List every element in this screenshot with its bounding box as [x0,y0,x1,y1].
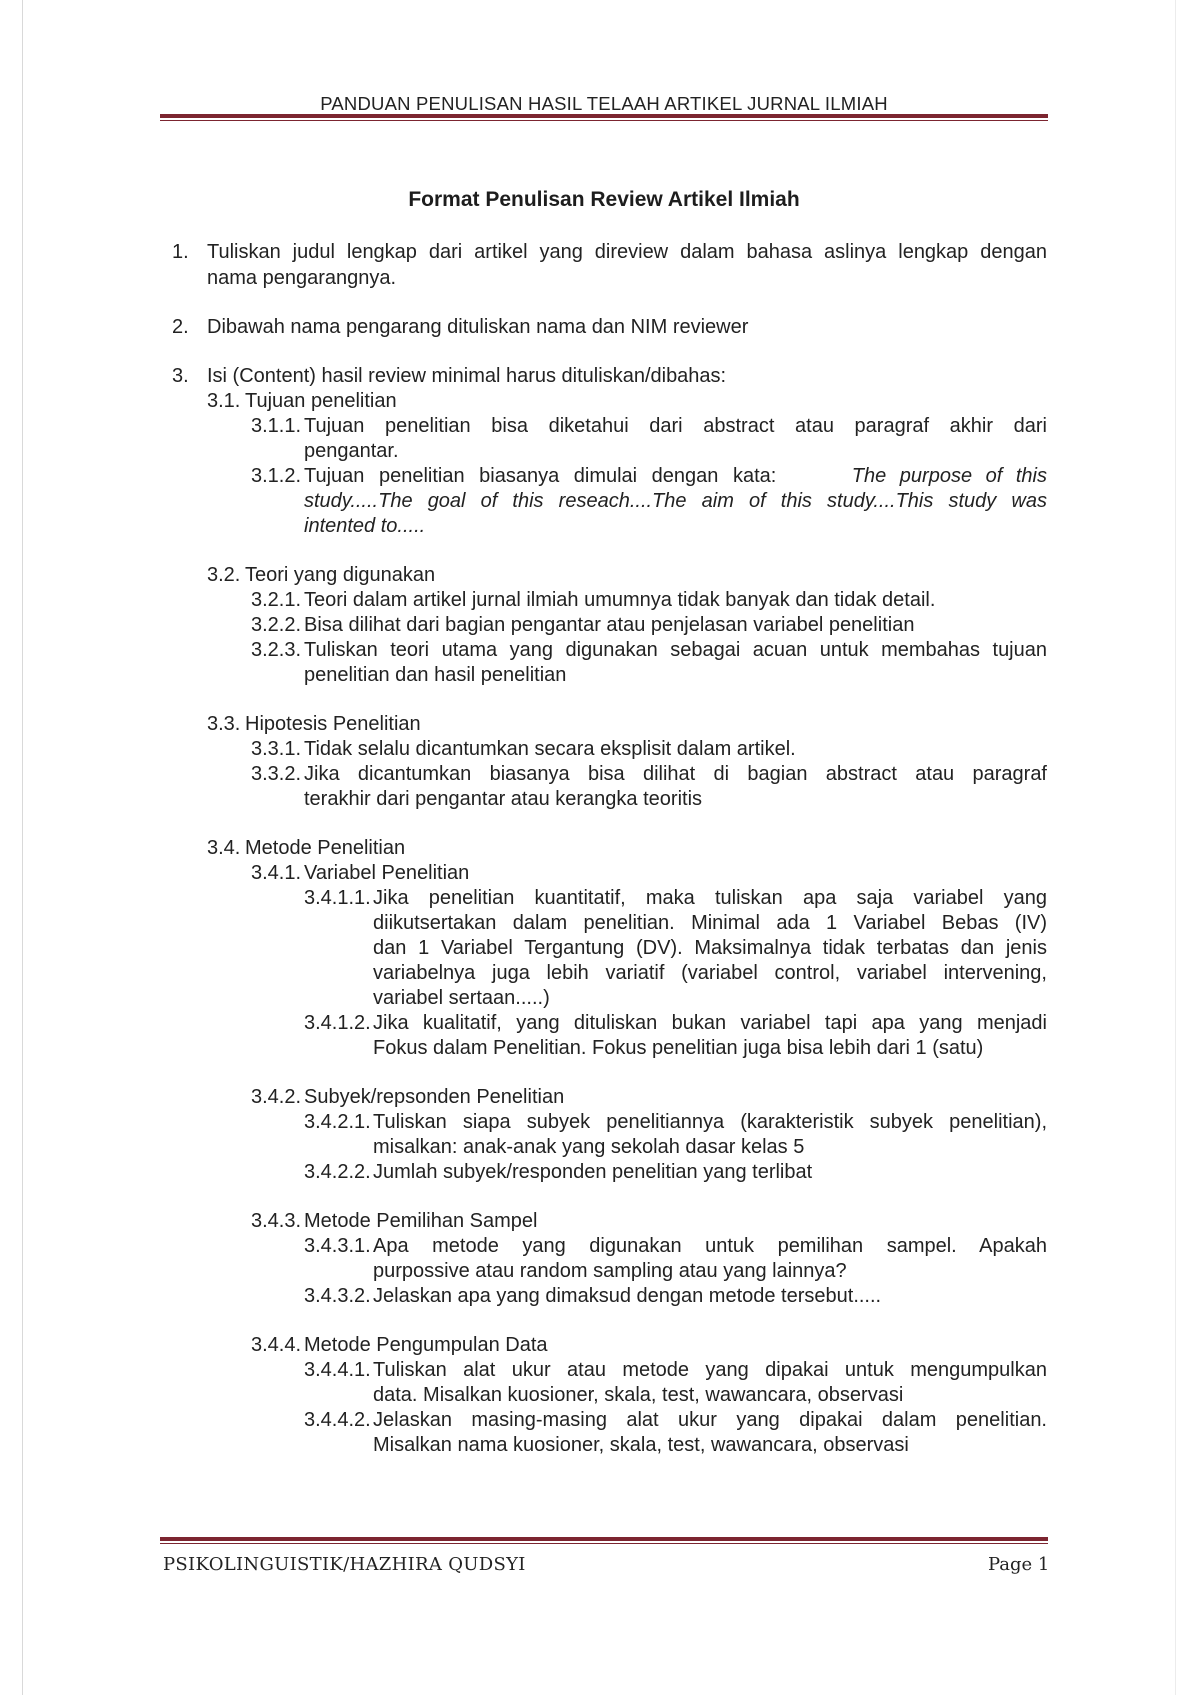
section-3-1-2-line-1-text: Tujuan penelitian biasanya dimulai dengan kata: [304,465,777,487]
section-3-4-1-1-number: 3.4.1.1. [304,887,371,909]
section-3-4-1-1-line-1: Jika penelitian kuantitatif, maka tuliskan apa saja variabel yang [373,887,1047,909]
section-3-4-3-2-line-1: Jelaskan apa yang dimaksud dengan metode tersebut..... [373,1285,882,1307]
section-3-1-2-number: 3.1.2. [251,465,302,487]
section-3-2-2-line-1: Bisa dilihat dari bagian pengantar atau penjelasan variabel penelitian [304,614,915,636]
section-3-4-4-1-line-2: data. Misalkan kuosioner, skala, test, wawancara, observasi [373,1384,904,1406]
section-3-1-1-line-2: pengantar. [304,440,399,462]
section-3-1-2-line-1 [304,464,1047,489]
section-3-3-label: Hipotesis Penelitian [245,713,421,735]
section-3-1-label: Tujuan penelitian [245,390,397,412]
section-3-4-2-label: Subyek/repsonden Penelitian [304,1086,565,1108]
section-3-3-2-number: 3.3.2. [251,763,302,785]
section-3-1-2-line-1-italic: The purpose of this [851,465,1047,487]
section-3-4-4-number: 3.4.4. [251,1334,302,1356]
section-3-2-3-line-1: Tuliskan teori utama yang digunakan sebagai acuan untuk membahas tujuan [304,639,1047,661]
section-3-4-4-2-number: 3.4.4.2. [304,1409,371,1431]
section-3-4-4-1-number: 3.4.4.1. [304,1359,371,1381]
header-rule [160,114,1048,121]
document-title: Format Penulisan Review Artikel Ilmiah [408,188,800,211]
item-1-number: 1. [172,241,189,263]
page-edge-left [22,0,23,1695]
section-3-4-1-2-number: 3.4.1.2. [304,1012,371,1034]
section-3-2-1-number: 3.2.1. [251,589,302,611]
section-3-2-label: Teori yang digunakan [245,564,436,586]
section-3-4-1-1-line-3: dan 1 Variabel Tergantung (DV). Maksimalnya tidak terbatas dan jenis [373,937,1047,959]
page-edge-right [1175,0,1176,1695]
section-3-4-label: Metode Penelitian [245,837,406,859]
section-3-4-3-1-line-1: Apa metode yang digunakan untuk pemilihan sampel. Apakah [373,1235,1047,1257]
section-3-3-1-number: 3.3.1. [251,738,302,760]
section-3-3-2-line-1: Jika dicantumkan biasanya bisa dilihat di bagian abstract atau paragraf [304,763,1047,785]
running-header: PANDUAN PENULISAN HASIL TELAAH ARTIKEL JURNAL ILMIAH [320,93,888,114]
section-3-4-1-1-line-2: diikutsertakan dalam penelitian. Minimal ada 1 Variabel Bebas (IV) [373,912,1047,934]
section-3-3-1-line-1: Tidak selalu dicantumkan secara eksplisit dalam artikel. [304,738,796,760]
section-3-4-1-number: 3.4.1. [251,862,302,884]
section-3-2-2-number: 3.2.2. [251,614,302,636]
section-3-4-4-2-line-1: Jelaskan masing-masing alat ukur yang dipakai dalam penelitian. [373,1409,1047,1431]
section-3-4-3-1-line-2: purpossive atau random sampling atau yang lainnya? [373,1260,847,1282]
section-3-4-1-1-line-5: variabel sertaan.....) [373,987,550,1009]
item-2-number: 2. [172,316,189,338]
section-3-2-1-line-1: Teori dalam artikel jurnal ilmiah umumnya tidak banyak dan tidak detail. [304,589,936,611]
section-3-4-2-1-line-2: misalkan: anak-anak yang sekolah dasar kelas 5 [373,1136,805,1158]
section-3-4-3-number: 3.4.3. [251,1210,302,1232]
section-3-4-3-2-number: 3.4.3.2. [304,1285,371,1307]
section-3-4-2-1-line-1: Tuliskan siapa subyek penelitiannya (karakteristik subyek penelitian), [373,1111,1047,1133]
item-1-line-2: nama pengarangnya. [207,267,397,289]
section-3-4-4-2-line-2: Misalkan nama kuosioner, skala, test, wawancara, observasi [373,1434,909,1456]
section-3-4-2-number: 3.4.2. [251,1086,302,1108]
item-1-line-1: Tuliskan judul lengkap dari artikel yang direview dalam bahasa aslinya lengkap dengan [207,241,1047,263]
section-3-4-1-label: Variabel Penelitian [304,862,470,884]
section-3-4-4-1-line-1: Tuliskan alat ukur atau metode yang dipakai untuk mengumpulkan [373,1359,1047,1381]
section-3-4-1-2-line-2: Fokus dalam Penelitian. Fokus penelitian juga bisa lebih dari 1 (satu) [373,1037,984,1059]
section-3-1-1-number: 3.1.1. [251,415,302,437]
section-3-4-number: 3.4. [207,837,241,859]
section-3-2-3-number: 3.2.3. [251,639,302,661]
footer-course-author: PSIKOLINGUISTIK/HAZHIRA QUDSYI [163,1554,526,1575]
section-3-1-2-line-2: study.....The goal of this reseach....The aim of this study....This study was [304,490,1047,512]
item-3-number: 3. [172,365,189,387]
section-3-4-2-2-number: 3.4.2.2. [304,1161,371,1183]
section-3-1-1-line-1: Tujuan penelitian bisa diketahui dari abstract atau paragraf akhir dari [304,415,1047,437]
footer-page-number: Page 1 [988,1554,1050,1575]
section-3-2-number: 3.2. [207,564,241,586]
section-3-2-3-line-2: penelitian dan hasil penelitian [304,664,567,686]
footer-rule [160,1537,1048,1544]
section-3-4-2-2-line-1: Jumlah subyek/responden penelitian yang terlibat [373,1161,813,1183]
section-3-4-3-1-number: 3.4.3.1. [304,1235,371,1257]
item-3-line-1: Isi (Content) hasil review minimal harus dituliskan/dibahas: [207,365,727,387]
section-3-4-3-label: Metode Pemilihan Sampel [304,1210,538,1232]
section-3-1-2-line-3: intented to..... [304,515,426,537]
section-3-4-1-2-line-1: Jika kualitatif, yang dituliskan bukan variabel tapi apa yang menjadi [373,1012,1047,1034]
section-3-3-number: 3.3. [207,713,241,735]
section-3-3-2-line-2: terakhir dari pengantar atau kerangka teoritis [304,788,703,810]
section-3-4-2-1-number: 3.4.2.1. [304,1111,371,1133]
section-3-4-1-1-line-4: variabelnya juga lebih variatif (variabel control, variabel intervening, [373,962,1047,984]
item-2-line-1: Dibawah nama pengarang dituliskan nama dan NIM reviewer [207,316,749,338]
section-3-1-number: 3.1. [207,390,241,412]
section-3-4-4-label: Metode Pengumpulan Data [304,1334,548,1356]
